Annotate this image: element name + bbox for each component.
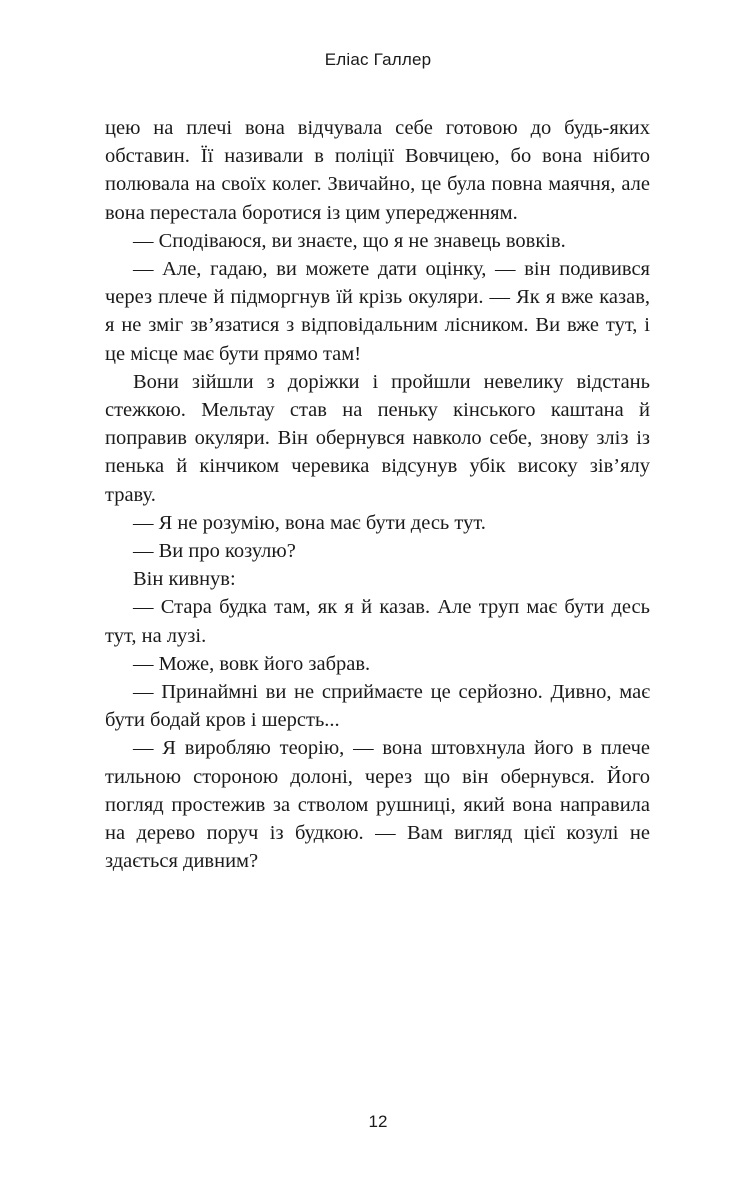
paragraph: — Сподіваюся, ви знаєте, що я не знавець вовків. <box>133 229 566 252</box>
paragraph: — Стара будка там, як я й казав. Але труп має бути десь тут, на лузі. <box>105 596 650 647</box>
paragraph: — Принаймні ви не сприймаєте це серйозно. Дивно, має бути бодай кров і шерсть... <box>105 681 650 732</box>
paragraph: Вони зійшли з доріжки і пройшли невелику відстань стежкою. Мельтау став на пеньку кінського каштана й поправив окуляри. Він обернувся навколо себе, знову зліз із пенька й кінчиком черевика відсунув убік високу зів’ялу траву. <box>105 370 650 506</box>
body-text <box>105 114 650 875</box>
paragraph-continuation: цею на плечі вона відчувала себе готовою до будь-яких обставин. Її називали в поліції Вовчицею, бо вона нібито полювала на своїх колег. Звичайно, це була повна маячня, але вона перестала боротися із цим упередженням. <box>105 117 650 224</box>
paragraph: — Я виробляю теорію, — вона штовхнула його в плече тильною стороною долоні, через що він обернувся. Його погляд простежив за стволом рушниці, який вона направила на дерево поруч із будкою. — Вам вигляд цієї козулі не здається дивним? <box>105 737 650 873</box>
paragraph: — Може, вовк його забрав. <box>133 652 371 675</box>
paragraph: — Але, гадаю, ви можете дати оцінку, — він подивився через плече й підморгнув їй крізь окуляри. — Як я вже казав, я не зміг зв’язатися з відповідальним лісником. Ви вже тут, і це місце має бути прямо там! <box>105 258 650 365</box>
running-head-author: Еліас Галлер <box>324 50 432 69</box>
paragraph: — Ви про козулю? <box>133 540 296 563</box>
paragraph: Він кивнув: <box>133 568 236 591</box>
paragraph: — Я не розумію, вона має бути десь тут. <box>133 511 486 534</box>
page-number: 12 <box>368 1112 388 1131</box>
